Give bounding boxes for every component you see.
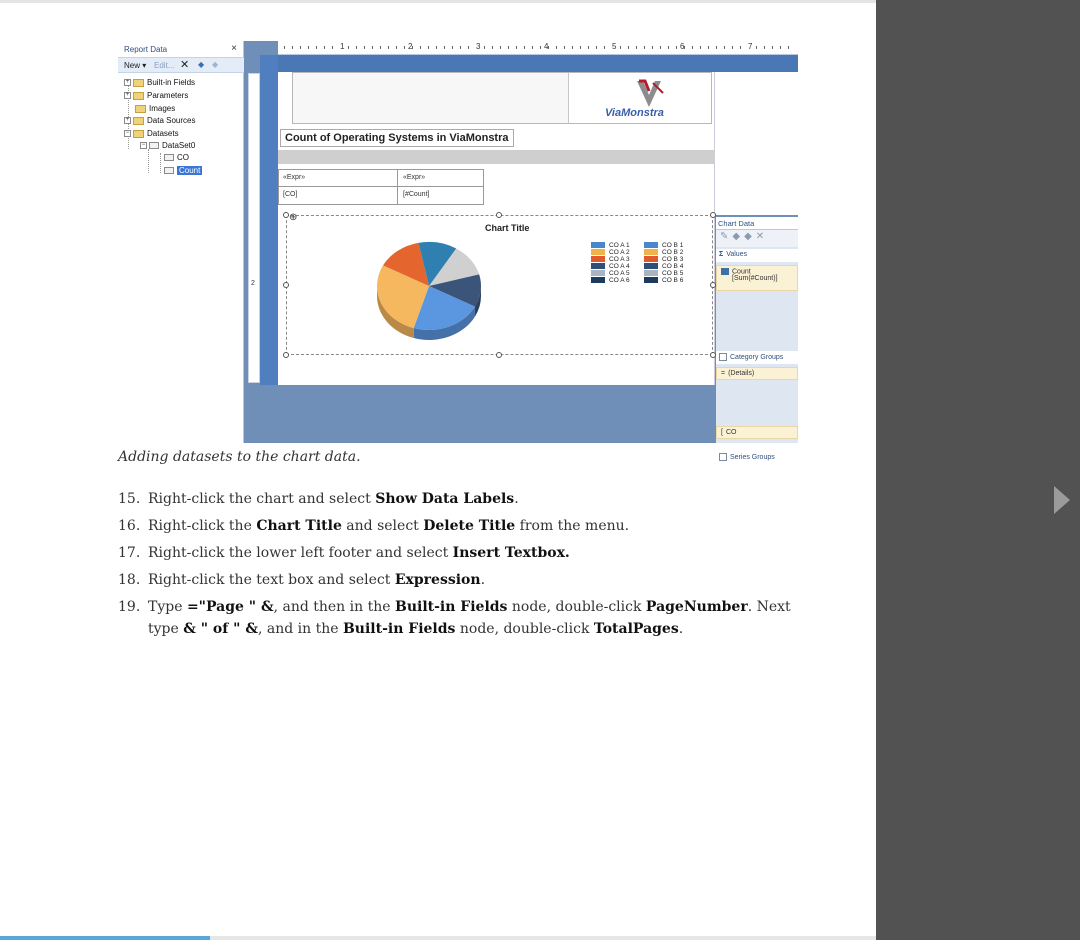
ruler-number: 1	[340, 42, 345, 51]
delete-icon[interactable]: ✕	[755, 231, 769, 242]
tree-label: DataSet0	[162, 141, 196, 150]
ruler-tick	[588, 46, 589, 49]
ruler-tick	[580, 46, 581, 49]
legend-label: CO A 3	[609, 256, 630, 263]
legend-label: CO A 2	[609, 249, 630, 256]
step-emphasis: ="Page " &	[186, 599, 274, 615]
ruler-tick	[524, 46, 525, 49]
legend-entry	[591, 249, 630, 256]
table-header-cell[interactable]: «Expr»	[403, 174, 426, 181]
ruler-tick	[740, 46, 741, 49]
value-name: Count	[732, 268, 751, 276]
sigma-icon: Σ	[719, 251, 724, 258]
top-ruler	[278, 41, 798, 55]
ruler-tick	[420, 46, 421, 49]
category-group-item[interactable]	[716, 367, 798, 380]
step-text-run: type	[148, 621, 184, 637]
step-text-run: , and then in the	[273, 599, 395, 615]
legend-entry	[644, 242, 683, 249]
step-text	[148, 596, 791, 618]
legend-entry	[644, 256, 683, 263]
step-emphasis: Built-in Fields	[394, 599, 508, 615]
legend-label: CO A 5	[609, 270, 630, 277]
ruler-tick	[380, 46, 381, 49]
ruler-number: 6	[680, 42, 685, 51]
ruler-number: 4	[544, 42, 549, 51]
resize-handle[interactable]	[283, 282, 289, 288]
tree-item-dataset0[interactable]	[140, 141, 195, 150]
folder-icon	[133, 92, 144, 100]
move-up-icon[interactable]: ◆	[198, 60, 205, 69]
ruler-tick	[700, 46, 701, 49]
legend-swatch	[591, 242, 605, 248]
report-canvas	[278, 72, 715, 385]
ruler-tick	[780, 46, 781, 49]
group-icon: =	[721, 370, 726, 377]
data-table[interactable]	[278, 169, 484, 205]
field-icon	[164, 167, 174, 174]
legend-swatch	[591, 270, 605, 276]
collapse-icon[interactable]: −	[141, 142, 146, 149]
move-handle-icon[interactable]: ⊕	[289, 212, 298, 223]
tree-item-images[interactable]	[135, 104, 175, 113]
ruler-tick	[492, 46, 493, 49]
ruler-tick	[572, 46, 573, 49]
value-expression: [Sum(#Count)]	[732, 275, 778, 283]
header-textbox	[293, 73, 569, 123]
ruler-tick	[292, 46, 293, 49]
values-item[interactable]	[716, 265, 798, 291]
ruler-tick	[516, 46, 517, 49]
viewer-background	[876, 0, 1080, 940]
table-data-cell[interactable]: [#Count]	[403, 191, 430, 198]
ruler-tick	[444, 46, 445, 49]
close-icon[interactable]: ×	[231, 43, 237, 54]
collapse-icon[interactable]: −	[125, 130, 130, 137]
tree-label: Datasets	[147, 129, 179, 138]
ruler-tick	[644, 46, 645, 49]
step-emphasis: TotalPages	[593, 621, 679, 637]
series-group-item[interactable]	[716, 426, 798, 439]
ruler-tick	[332, 46, 333, 49]
move-up-icon[interactable]: ◆	[732, 231, 745, 242]
value-icon	[721, 268, 729, 275]
legend-entry	[644, 270, 683, 277]
values-section	[716, 249, 798, 262]
ruler-tick	[396, 46, 397, 49]
tree-label: Parameters	[147, 91, 189, 100]
step-item	[118, 515, 818, 537]
move-down-icon[interactable]: ◆	[212, 60, 219, 69]
ruler-number: 3	[476, 42, 481, 51]
tree-label-selected: Count	[179, 166, 201, 175]
step-number: 18.	[118, 572, 141, 588]
step-text-run: Right-click the chart and select	[148, 491, 376, 507]
series-groups-section	[716, 451, 798, 464]
resize-handle[interactable]	[496, 212, 502, 218]
designer-margin	[260, 55, 278, 385]
reading-progress-bar	[0, 936, 210, 940]
ruler-tick	[404, 46, 405, 49]
group-icon	[719, 453, 727, 461]
chart-data-panel	[716, 217, 798, 461]
tree-line	[148, 149, 149, 173]
legend-column	[644, 242, 683, 284]
step-text	[148, 542, 570, 564]
legend-label: CO B 4	[662, 263, 684, 270]
ruler-tick	[316, 46, 317, 49]
expand-icon[interactable]: +	[125, 92, 130, 99]
tree-line	[160, 153, 161, 173]
step-item	[118, 596, 818, 640]
category-groups-section	[716, 351, 798, 364]
step-emphasis: Expression	[394, 572, 481, 588]
ruler-tick	[436, 46, 437, 49]
report-data-title: Report Data	[124, 45, 168, 54]
legend-swatch	[591, 256, 605, 262]
folder-icon	[133, 117, 144, 125]
step-text-run: Type	[148, 599, 187, 615]
step-item	[118, 488, 818, 510]
legend-swatch	[644, 256, 658, 262]
report-data-toolbar	[118, 57, 244, 73]
ruler-tick	[652, 46, 653, 49]
dataset-icon	[149, 142, 159, 149]
step-emphasis: Built-in Fields	[342, 621, 456, 637]
chart-title[interactable]: Chart Title	[485, 223, 530, 233]
ruler-tick	[428, 46, 429, 49]
tree-label: Data Sources	[147, 116, 196, 125]
legend-entry	[591, 270, 630, 277]
table-divider	[397, 170, 398, 204]
legend-swatch	[591, 263, 605, 269]
move-down-icon[interactable]: ◆	[744, 231, 756, 242]
ruler-tick	[564, 46, 565, 49]
expand-icon[interactable]: +	[125, 79, 130, 86]
legend-entry	[591, 256, 630, 263]
legend-label: CO B 6	[662, 277, 684, 284]
tree-item-datasets[interactable]	[124, 129, 179, 138]
table-divider	[279, 186, 483, 187]
chart-data-toolbar	[716, 230, 798, 247]
page-header	[292, 72, 712, 124]
step-item	[118, 569, 818, 591]
ruler-tick	[324, 46, 325, 49]
pie-chart[interactable]	[375, 238, 505, 348]
ruler-tick	[508, 46, 509, 49]
step-emphasis: Show Data Labels	[375, 491, 515, 507]
ruler-tick	[788, 46, 789, 49]
step-emphasis: Insert Textbox.	[452, 545, 570, 561]
ruler-tick	[764, 46, 765, 49]
ruler-tick	[732, 46, 733, 49]
step-text-run: from the menu.	[515, 518, 630, 534]
ruler-tick	[300, 46, 301, 49]
ruler-number: 7	[748, 42, 753, 51]
step-number: 16.	[118, 518, 141, 534]
legend-swatch	[591, 277, 605, 283]
ruler-tick	[596, 46, 597, 49]
new-button[interactable]: New ▾	[124, 61, 147, 70]
step-text-run: node, double-click	[507, 599, 646, 615]
step-text	[148, 488, 519, 510]
legend-entry	[644, 263, 683, 270]
table-header-cell[interactable]: «Expr»	[283, 174, 306, 181]
ruler-number: 2	[408, 42, 413, 51]
step-emphasis: PageNumber	[645, 599, 748, 615]
edit-icon[interactable]: ✎	[720, 231, 733, 242]
step-text-run: .	[514, 491, 519, 507]
legend-entry	[591, 277, 630, 284]
chart-area[interactable]	[286, 212, 713, 355]
tree-item-parameters[interactable]	[124, 91, 188, 100]
step-text-run: and select	[341, 518, 424, 534]
ruler-tick	[620, 46, 621, 49]
ruler-tick	[628, 46, 629, 49]
legend-column	[591, 242, 630, 284]
legend-label: CO A 6	[609, 277, 630, 284]
ruler-tick	[364, 46, 365, 49]
ruler-tick	[460, 46, 461, 49]
report-title-textbox[interactable]: Count of Operating Systems in ViaMonstra	[280, 129, 514, 147]
step-number: 17.	[118, 545, 141, 561]
ruler-tick	[692, 46, 693, 49]
ruler-number: 5	[612, 42, 617, 51]
step-text-run: Right-click the	[148, 518, 257, 534]
legend-label: CO B 5	[662, 270, 684, 277]
chart-data-title: Chart Data	[716, 217, 798, 230]
legend-swatch	[644, 263, 658, 269]
ruler-tick	[724, 46, 725, 49]
step-text-run: node, double-click	[455, 621, 594, 637]
left-ruler	[248, 73, 260, 383]
designer-band	[278, 55, 798, 72]
step-text-run: Right-click the text box and select	[148, 572, 395, 588]
field-icon	[164, 154, 174, 161]
ruler-number: 2	[251, 280, 255, 287]
step-number: 19.	[118, 599, 141, 615]
category-groups-label: Category Groups	[730, 353, 784, 361]
tree-label: Images	[149, 104, 176, 113]
legend-label: CO B 1	[662, 242, 684, 249]
step-emphasis: Delete Title	[423, 518, 516, 534]
step-text-run: .	[480, 572, 486, 588]
legend-entry	[591, 242, 630, 249]
series-group-name: CO	[725, 429, 737, 436]
step-text-run: , and in the	[257, 621, 343, 637]
ruler-tick	[660, 46, 661, 49]
edit-button[interactable]: Edit...	[154, 61, 175, 70]
ruler-tick	[708, 46, 709, 49]
tree-item-built-in-fields[interactable]	[124, 78, 195, 87]
step-text	[148, 515, 629, 537]
step-text	[148, 618, 683, 640]
legend-label: CO B 2	[662, 249, 684, 256]
canvas-margin	[715, 72, 798, 215]
logo-text: ViaMonstra	[605, 107, 664, 119]
ruler-tick	[676, 46, 677, 49]
tree-label: CO	[177, 153, 189, 162]
ruler-tick	[556, 46, 557, 49]
separator-bar	[278, 150, 715, 164]
step-text-run: . Next	[747, 599, 791, 615]
tree-item-data-sources[interactable]	[124, 116, 195, 125]
legend-label: CO A 4	[609, 263, 630, 270]
tree-label: Built-in Fields	[147, 78, 196, 87]
ruler-tick	[452, 46, 453, 49]
ruler-tick	[772, 46, 773, 49]
legend-swatch	[644, 242, 658, 248]
folder-open-icon	[133, 130, 144, 138]
expand-icon[interactable]: +	[125, 117, 130, 124]
ruler-tick	[604, 46, 605, 49]
ruler-tick	[468, 46, 469, 49]
next-page-arrow-icon[interactable]	[1054, 486, 1070, 514]
legend-label: CO B 3	[662, 256, 684, 263]
step-text-run: .	[678, 621, 684, 637]
legend-swatch	[591, 249, 605, 255]
ruler-tick	[500, 46, 501, 49]
ruler-tick	[540, 46, 541, 49]
legend-entry	[644, 277, 683, 284]
tree-item-field-count[interactable]	[164, 166, 202, 175]
category-group-name: (Details)	[728, 370, 755, 377]
figure-caption: Adding datasets to the chart data.	[118, 449, 361, 465]
ruler-tick	[716, 46, 717, 49]
step-emphasis: & " of " &	[183, 621, 258, 637]
tree-item-field-co[interactable]	[164, 153, 189, 162]
ruler-tick	[532, 46, 533, 49]
ruler-tick	[484, 46, 485, 49]
ruler-tick	[308, 46, 309, 49]
group-icon	[719, 353, 727, 361]
legend-swatch	[644, 249, 658, 255]
series-groups-label: Series Groups	[730, 453, 775, 461]
resize-handle[interactable]	[283, 352, 289, 358]
step-item	[118, 542, 818, 564]
legend-swatch	[644, 277, 658, 283]
ruler-tick	[348, 46, 349, 49]
folder-icon	[133, 79, 144, 87]
ruler-tick	[388, 46, 389, 49]
ruler-tick	[668, 46, 669, 49]
ruler-tick	[756, 46, 757, 49]
step-number: 15.	[118, 491, 141, 507]
step-emphasis: Chart Title	[256, 518, 342, 534]
legend-label: CO A 1	[609, 242, 630, 249]
ruler-tick	[356, 46, 357, 49]
step-text-run: Right-click the lower left footer and select	[148, 545, 453, 561]
resize-handle[interactable]	[496, 352, 502, 358]
resize-handle[interactable]	[283, 212, 289, 218]
legend-entry	[644, 249, 683, 256]
step-text	[148, 569, 485, 591]
folder-icon	[135, 105, 146, 113]
values-label: Values	[726, 251, 748, 258]
ruler-tick	[284, 46, 285, 49]
table-data-cell[interactable]: [CO]	[283, 191, 298, 198]
delete-icon[interactable]: ✕	[180, 59, 190, 71]
ruler-tick	[636, 46, 637, 49]
ruler-tick	[372, 46, 373, 49]
legend-entry	[591, 263, 630, 270]
group-icon: [	[721, 429, 723, 436]
report-data-panel	[118, 41, 244, 443]
legend-swatch	[644, 270, 658, 276]
